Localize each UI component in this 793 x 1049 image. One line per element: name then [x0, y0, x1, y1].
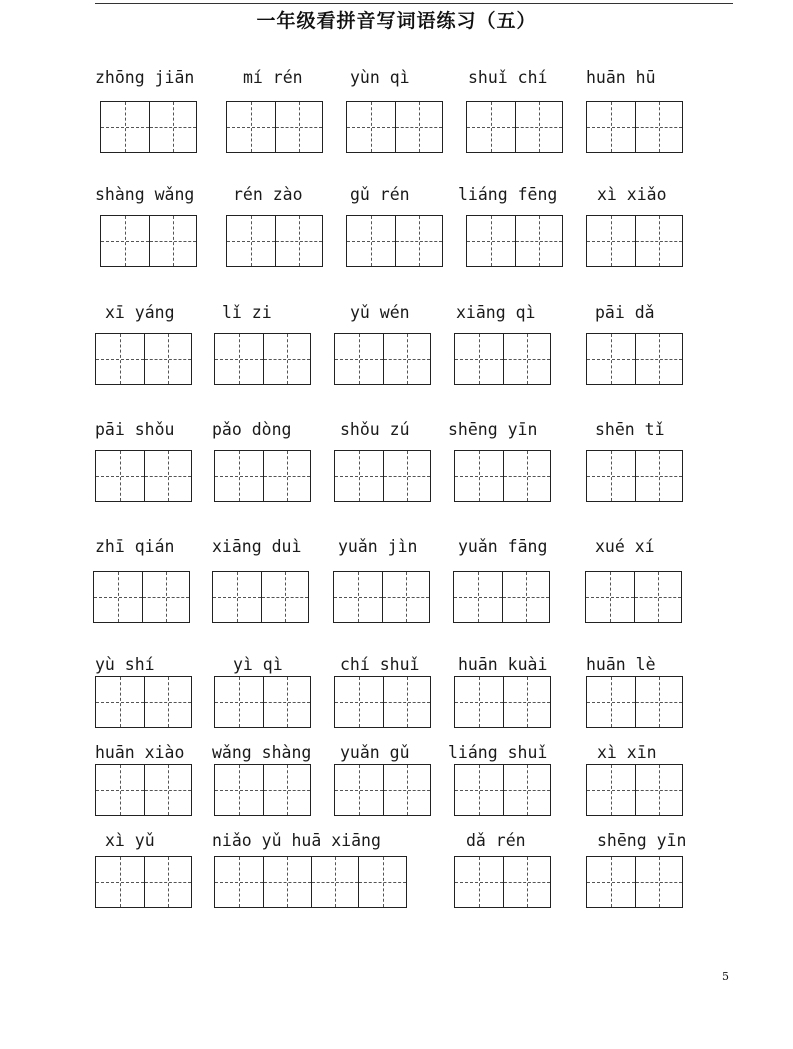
- pinyin-label: shēn tǐ: [595, 420, 665, 439]
- pinyin-label: huān kuài: [458, 655, 548, 674]
- tianzige-cell[interactable]: [587, 451, 635, 501]
- tianzige-cell[interactable]: [455, 677, 503, 727]
- tianzige-cell[interactable]: [215, 765, 263, 815]
- pinyin-label: shēng yīn: [597, 831, 687, 850]
- tianzige-cell[interactable]: [635, 451, 683, 501]
- tianzige-cell[interactable]: [96, 451, 144, 501]
- pinyin-label: niǎo yǔ huā xiāng: [212, 831, 381, 850]
- pinyin-label: huān hū: [586, 68, 656, 87]
- pinyin-label: yuǎn gǔ: [340, 743, 410, 762]
- writing-grid: [334, 333, 431, 385]
- tianzige-cell[interactable]: [275, 102, 323, 152]
- writing-grid: [212, 571, 309, 623]
- writing-grid: [226, 101, 323, 153]
- pinyin-label: xiāng qì: [456, 303, 536, 322]
- tianzige-cell[interactable]: [586, 572, 634, 622]
- writing-grid: [453, 571, 550, 623]
- writing-grid: [586, 450, 683, 502]
- writing-grid: [214, 450, 311, 502]
- writing-grid: [95, 676, 192, 728]
- tianzige-cell[interactable]: [263, 765, 311, 815]
- tianzige-cell[interactable]: [213, 572, 261, 622]
- pinyin-label: huān xiào: [95, 743, 185, 762]
- writing-grid: [334, 676, 431, 728]
- tianzige-cell[interactable]: [635, 677, 683, 727]
- pinyin-label: chí shuǐ: [340, 655, 420, 674]
- writing-grid: [226, 215, 323, 267]
- writing-grid: [454, 676, 551, 728]
- writing-grid: [93, 571, 190, 623]
- writing-grid: [454, 856, 551, 908]
- tianzige-cell[interactable]: [635, 334, 683, 384]
- tianzige-cell[interactable]: [227, 216, 275, 266]
- pinyin-label: yù shí: [95, 655, 155, 674]
- writing-grid: [333, 571, 430, 623]
- tianzige-cell[interactable]: [455, 451, 503, 501]
- tianzige-cell[interactable]: [96, 677, 144, 727]
- tianzige-cell[interactable]: [142, 572, 190, 622]
- writing-grid: [586, 101, 683, 153]
- page-number: 5: [722, 970, 729, 983]
- pinyin-label: yì qì: [233, 655, 283, 674]
- writing-grid: [95, 450, 192, 502]
- tianzige-cell[interactable]: [635, 857, 683, 907]
- pinyin-label: pāi shǒu: [95, 420, 175, 439]
- writing-grid: [100, 101, 197, 153]
- writing-grid: [214, 764, 311, 816]
- writing-grid: [214, 856, 407, 908]
- pinyin-label: liáng fēng: [458, 185, 558, 204]
- tianzige-cell[interactable]: [144, 451, 192, 501]
- tianzige-cell[interactable]: [94, 572, 142, 622]
- tianzige-cell[interactable]: [334, 572, 382, 622]
- pinyin-label: pāi dǎ: [595, 303, 655, 322]
- tianzige-cell[interactable]: [467, 102, 515, 152]
- writing-grid: [100, 215, 197, 267]
- pinyin-label: shēng yīn: [448, 420, 538, 439]
- pinyin-label: dǎ rén: [466, 831, 526, 850]
- pinyin-label: yùn qì: [350, 68, 410, 87]
- tianzige-cell[interactable]: [455, 334, 503, 384]
- pinyin-label: rén zào: [233, 185, 303, 204]
- tianzige-cell[interactable]: [263, 857, 311, 907]
- tianzige-cell[interactable]: [454, 572, 502, 622]
- writing-grid: [586, 764, 683, 816]
- tianzige-cell[interactable]: [635, 102, 683, 152]
- tianzige-cell[interactable]: [467, 216, 515, 266]
- pinyin-label: xì xīn: [597, 743, 657, 762]
- tianzige-cell[interactable]: [263, 677, 311, 727]
- tianzige-cell[interactable]: [503, 451, 551, 501]
- pinyin-label: lǐ zi: [222, 303, 272, 322]
- tianzige-cell[interactable]: [335, 765, 383, 815]
- tianzige-cell[interactable]: [144, 765, 192, 815]
- pinyin-label: shǒu zú: [340, 420, 410, 439]
- tianzige-cell[interactable]: [149, 102, 197, 152]
- tianzige-cell[interactable]: [215, 451, 263, 501]
- tianzige-cell[interactable]: [587, 677, 635, 727]
- writing-grid: [214, 676, 311, 728]
- tianzige-cell[interactable]: [503, 677, 551, 727]
- pinyin-label: zhī qián: [95, 537, 175, 556]
- pinyin-label: xué xí: [595, 537, 655, 556]
- tianzige-cell[interactable]: [455, 857, 503, 907]
- pinyin-label: yuǎn fāng: [458, 537, 548, 556]
- tianzige-cell[interactable]: [275, 216, 323, 266]
- tianzige-cell[interactable]: [311, 857, 359, 907]
- writing-grid: [586, 215, 683, 267]
- tianzige-cell[interactable]: [263, 451, 311, 501]
- pinyin-label: xì yǔ: [105, 831, 155, 850]
- tianzige-cell[interactable]: [395, 216, 443, 266]
- tianzige-cell[interactable]: [383, 334, 431, 384]
- page-title: 一年级看拼音写词语练习（五）: [256, 10, 537, 32]
- pinyin-label: yǔ wén: [350, 303, 410, 322]
- tianzige-cell[interactable]: [502, 572, 550, 622]
- writing-grid: [95, 333, 192, 385]
- tianzige-cell[interactable]: [144, 857, 192, 907]
- pinyin-label: wǎng shàng: [212, 743, 312, 762]
- tianzige-cell[interactable]: [382, 572, 430, 622]
- tianzige-cell[interactable]: [335, 334, 383, 384]
- tianzige-cell[interactable]: [96, 334, 144, 384]
- tianzige-cell[interactable]: [144, 677, 192, 727]
- writing-grid: [454, 333, 551, 385]
- tianzige-cell[interactable]: [215, 334, 263, 384]
- tianzige-cell[interactable]: [635, 765, 683, 815]
- writing-grid: [346, 215, 443, 267]
- writing-grid: [585, 571, 682, 623]
- tianzige-cell[interactable]: [503, 334, 551, 384]
- tianzige-cell[interactable]: [455, 765, 503, 815]
- tianzige-cell[interactable]: [261, 572, 309, 622]
- tianzige-cell[interactable]: [347, 216, 395, 266]
- pinyin-label: xiāng duì: [212, 537, 302, 556]
- tianzige-cell[interactable]: [227, 102, 275, 152]
- tianzige-cell[interactable]: [263, 334, 311, 384]
- writing-grid: [466, 215, 563, 267]
- writing-grid: [454, 450, 551, 502]
- writing-grid: [586, 856, 683, 908]
- tianzige-cell[interactable]: [587, 102, 635, 152]
- tianzige-cell[interactable]: [515, 102, 563, 152]
- writing-grid: [95, 856, 192, 908]
- tianzige-cell[interactable]: [347, 102, 395, 152]
- pinyin-label: shàng wǎng: [95, 185, 195, 204]
- tianzige-cell[interactable]: [96, 857, 144, 907]
- tianzige-cell[interactable]: [96, 765, 144, 815]
- tianzige-cell[interactable]: [335, 677, 383, 727]
- tianzige-cell[interactable]: [383, 765, 431, 815]
- tianzige-cell[interactable]: [587, 216, 635, 266]
- tianzige-cell[interactable]: [101, 216, 149, 266]
- writing-grid: [214, 333, 311, 385]
- top-rule: [95, 3, 733, 4]
- tianzige-cell[interactable]: [587, 765, 635, 815]
- pinyin-label: mí rén: [243, 68, 303, 87]
- tianzige-cell[interactable]: [515, 216, 563, 266]
- writing-grid: [334, 764, 431, 816]
- tianzige-cell[interactable]: [395, 102, 443, 152]
- writing-grid: [346, 101, 443, 153]
- tianzige-cell[interactable]: [383, 677, 431, 727]
- pinyin-label: zhōng jiān: [95, 68, 195, 87]
- writing-grid: [454, 764, 551, 816]
- writing-grid: [586, 676, 683, 728]
- writing-grid: [466, 101, 563, 153]
- tianzige-cell[interactable]: [503, 765, 551, 815]
- pinyin-label: shuǐ chí: [468, 68, 548, 87]
- tianzige-cell[interactable]: [358, 857, 406, 907]
- tianzige-cell[interactable]: [587, 334, 635, 384]
- writing-grid: [95, 764, 192, 816]
- tianzige-cell[interactable]: [503, 857, 551, 907]
- writing-grid: [334, 450, 431, 502]
- tianzige-cell[interactable]: [215, 857, 263, 907]
- pinyin-label: xī yáng: [105, 303, 175, 322]
- pinyin-label: liáng shuǐ: [448, 743, 548, 762]
- tianzige-cell[interactable]: [383, 451, 431, 501]
- tianzige-cell[interactable]: [215, 677, 263, 727]
- tianzige-cell[interactable]: [587, 857, 635, 907]
- tianzige-cell[interactable]: [634, 572, 682, 622]
- tianzige-cell[interactable]: [635, 216, 683, 266]
- tianzige-cell[interactable]: [149, 216, 197, 266]
- tianzige-cell[interactable]: [144, 334, 192, 384]
- pinyin-label: huān lè: [586, 655, 656, 674]
- tianzige-cell[interactable]: [335, 451, 383, 501]
- tianzige-cell[interactable]: [101, 102, 149, 152]
- pinyin-label: yuǎn jìn: [338, 537, 418, 556]
- pinyin-label: pǎo dòng: [212, 420, 292, 439]
- writing-grid: [586, 333, 683, 385]
- pinyin-label: xì xiǎo: [597, 185, 667, 204]
- pinyin-label: gǔ rén: [350, 185, 410, 204]
